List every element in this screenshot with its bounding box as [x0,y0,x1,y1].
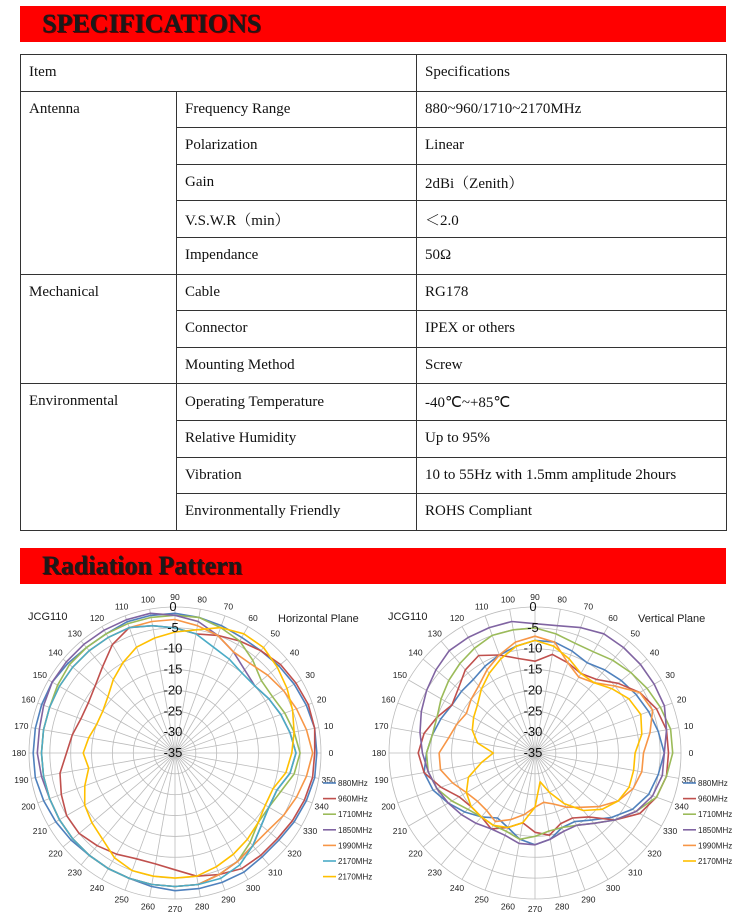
row-name: Frequency Range [177,91,417,128]
angle-label: 20 [316,694,327,705]
radial-tick-label: -25 [163,703,183,719]
angle-label: 140 [408,647,423,658]
angle-label: 80 [557,594,567,605]
legend-label: 1850MHz [338,825,373,835]
angle-label: 210 [392,826,407,836]
angle-label: 180 [371,748,387,758]
chart-model-label: JCG110 [388,611,428,623]
angle-label: 150 [392,670,407,680]
angle-label: 50 [630,628,641,639]
radial-tick-label: -20 [523,682,543,698]
radiation-banner [20,548,726,584]
group-mechanical: Mechanical [21,274,177,384]
angle-label: 60 [608,612,618,623]
radial-tick-label: -5 [527,619,539,635]
legend-label: 1990MHz [698,841,733,851]
row-name: Cable [177,274,417,311]
angle-label: 110 [474,601,489,612]
angle-label: 230 [427,867,442,878]
radial-tick-label: -5 [167,619,179,635]
angle-label: 330 [303,826,318,836]
angle-label: 320 [647,848,662,859]
angle-label: 280 [194,901,210,912]
angle-label: 170 [374,720,389,731]
angle-label: 330 [663,826,678,836]
legend-label: 2170MHz [698,857,733,866]
angle-label: 310 [628,867,643,878]
legend-label: 960MHz [698,794,728,804]
angle-label: 100 [500,594,516,605]
radial-tick-label: -10 [163,640,183,656]
row-value: 10 to 55Hz with 1.5mm amplitude 2hours [417,457,727,494]
legend-label: 2170MHz [338,872,373,882]
row-value: IPEX or others [417,311,727,348]
radial-tick-label: -15 [523,661,543,677]
angle-label: 90 [170,592,180,602]
angle-label: 270 [167,904,183,914]
row-name: Mounting Method [177,347,417,384]
angle-label: 150 [32,670,47,680]
legend-label: 960MHz [338,794,368,804]
radial-tick-label: -25 [523,703,543,719]
legend-label: 880MHz [698,779,728,788]
angle-label: 170 [14,720,29,731]
row-value: -40℃~+85℃ [417,384,727,421]
legend-label: 1710MHz [698,810,733,820]
angle-label: 230 [67,867,82,878]
angle-label: 340 [314,801,329,812]
angle-label: 70 [223,601,234,612]
group-environmental: Environmental [21,384,177,530]
legend-label: 2170MHz [338,857,373,866]
angle-label: 0 [328,748,334,758]
angle-label: 90 [530,592,540,602]
radial-tick-label: -20 [163,682,183,698]
angle-label: 160 [381,694,396,705]
chart-title: Vertical Plane [638,613,706,625]
angle-label: 10 [683,720,694,731]
row-name: Polarization [177,128,417,165]
row-name: Environmentally Friendly [177,494,417,531]
horizontal-plane-chart [11,592,376,914]
row-value: ＜2.0 [417,201,727,238]
angle-label: 350 [681,775,696,786]
angle-label: 250 [474,894,489,905]
angle-label: 300 [245,883,261,894]
radial-tick-label: -30 [523,724,543,740]
row-value: Linear [417,128,727,165]
row-name: Operating Temperature [177,384,417,421]
angle-label: 180 [11,748,27,758]
angle-label: 340 [674,801,689,812]
angle-label: 310 [268,867,283,878]
angle-label: 50 [270,628,281,639]
angle-label: 70 [583,601,594,612]
radial-tick-label: -30 [163,724,183,740]
horizontal-plane-plot [11,592,376,914]
angle-label: 110 [114,601,129,612]
angle-label: 130 [427,628,442,639]
header-item: Item [21,55,417,92]
angle-label: 130 [67,628,82,639]
row-value: ROHS Compliant [417,494,727,531]
radial-tick-label: 0 [529,599,537,614]
angle-label: 60 [248,612,258,623]
angle-label: 270 [527,904,543,914]
row-value: 50Ω [417,237,727,274]
angle-label: 240 [89,883,105,894]
angle-label: 10 [323,720,334,731]
table-row [21,384,727,421]
legend-label: 1850MHz [698,825,733,835]
angle-label: 0 [688,748,694,758]
row-value: 880~960/1710~2170MHz [417,91,727,128]
angle-label: 280 [554,901,570,912]
angle-label: 260 [140,901,156,912]
radial-tick-label: 0 [169,599,177,614]
specifications-table [20,54,727,531]
angle-label: 210 [32,826,47,836]
angle-label: 30 [665,670,675,680]
angle-label: 320 [287,848,302,859]
vertical-plane-plot [371,592,736,914]
row-value: RG178 [417,274,727,311]
legend-label: 1990MHz [338,841,373,851]
angle-label: 260 [500,901,516,912]
row-name: V.S.W.R（min） [177,201,417,238]
radial-tick-label: -35 [523,745,543,760]
row-name: Impendance [177,237,417,274]
table-row [21,274,727,311]
row-name: Connector [177,311,417,348]
angle-label: 30 [305,670,315,680]
angle-label: 120 [449,612,465,623]
group-antenna: Antenna [21,91,177,274]
angle-label: 220 [48,848,63,859]
angle-label: 40 [289,647,300,658]
vertical-plane-chart [371,592,736,914]
angle-label: 250 [114,894,129,905]
angle-label: 100 [140,594,156,605]
angle-label: 140 [48,647,63,658]
angle-label: 190 [14,775,29,786]
row-name: Vibration [177,457,417,494]
angle-label: 160 [21,694,36,705]
radial-tick-label: -15 [163,661,183,677]
angle-label: 290 [221,894,236,905]
angle-label: 200 [381,801,396,812]
row-value: Up to 95% [417,420,727,457]
legend-label: 880MHz [338,779,368,788]
legend-label: 1710MHz [338,810,373,820]
row-value: 2dBi（Zenith） [417,164,727,201]
angle-label: 190 [374,775,389,786]
angle-label: 20 [676,694,687,705]
table-header-row [21,55,727,92]
radial-tick-label: -10 [523,640,543,656]
row-name: Relative Humidity [177,420,417,457]
specifications-heading: SPECIFICATIONS [42,9,262,38]
angle-label: 40 [649,647,660,658]
specifications-banner [20,6,726,42]
angle-label: 300 [605,883,621,894]
angle-label: 80 [197,594,207,605]
angle-label: 350 [321,775,336,786]
chart-title: Horizontal Plane [278,613,359,625]
header-specifications: Specifications [417,55,727,92]
angle-label: 240 [449,883,465,894]
angle-label: 290 [581,894,596,905]
row-name: Gain [177,164,417,201]
row-value: Screw [417,347,727,384]
table-row [21,91,727,128]
radial-tick-label: -35 [163,745,183,760]
angle-label: 220 [408,848,423,859]
angle-label: 120 [89,612,105,623]
angle-label: 200 [21,801,36,812]
radiation-heading: Radiation Pattern [42,551,243,580]
chart-model-label: JCG110 [28,611,68,623]
